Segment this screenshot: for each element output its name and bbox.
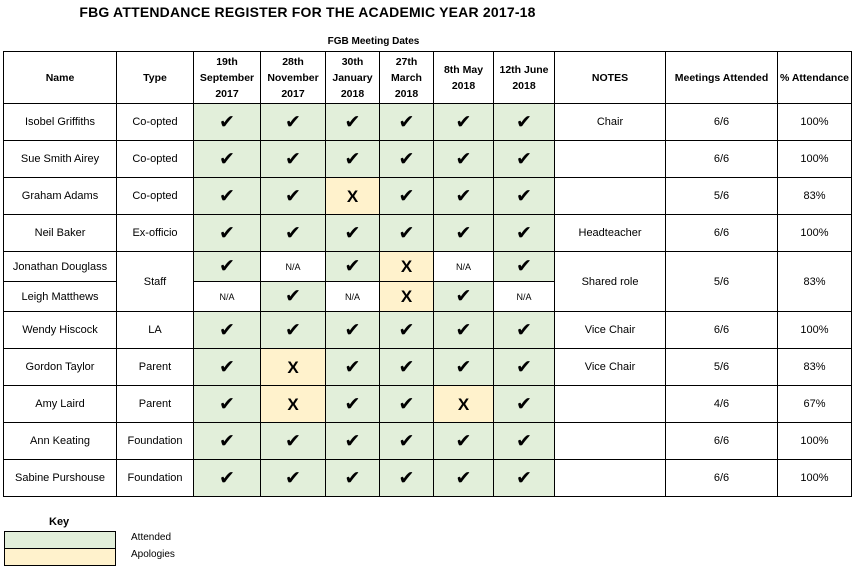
check-icon: ✔ <box>285 467 301 489</box>
attendance-cell <box>261 386 326 423</box>
attendance-cell <box>194 312 261 349</box>
meetings-attended-cell: 6/6 <box>666 423 778 460</box>
attendance-cell <box>494 104 555 141</box>
attendance-cell <box>434 282 494 312</box>
not-applicable-label: N/A <box>285 261 301 272</box>
check-icon: ✔ <box>398 356 415 378</box>
attendance-percent-cell: 100% <box>778 104 852 141</box>
table-row <box>4 252 852 282</box>
attendance-cell <box>494 423 555 460</box>
member-type: Foundation <box>117 460 194 497</box>
key-apologies-swatch <box>4 548 116 566</box>
check-icon: ✔ <box>398 111 415 133</box>
attendance-cell <box>380 252 434 282</box>
meetings-attended-cell: 6/6 <box>666 312 778 349</box>
attendance-cell <box>434 386 494 423</box>
not-applicable-label: N/A <box>344 291 360 302</box>
meetings-attended-cell: 5/6 <box>666 349 778 386</box>
member-type: Co-opted <box>117 178 194 215</box>
attendance-percent-cell: 83% <box>778 252 852 312</box>
member-name: Ann Keating <box>4 423 117 460</box>
member-type: Staff <box>117 252 194 312</box>
member-type: Foundation <box>117 423 194 460</box>
apologies-x-mark: X <box>287 394 299 414</box>
table-row <box>4 386 852 423</box>
header-date-6: 12th June 2018 <box>494 52 555 104</box>
check-icon: ✔ <box>219 222 235 244</box>
attendance-cell <box>380 386 434 423</box>
check-icon: ✔ <box>219 430 235 452</box>
attendance-cell <box>434 104 494 141</box>
member-name: Isobel Griffiths <box>4 104 117 141</box>
check-icon: ✔ <box>344 430 361 452</box>
check-icon: ✔ <box>398 467 415 489</box>
notes-cell: Headteacher <box>555 215 666 252</box>
attendance-percent-cell: 100% <box>778 460 852 497</box>
attendance-percent-cell: 100% <box>778 215 852 252</box>
header-date-5: 8th May 2018 <box>434 52 494 104</box>
attendance-cell <box>494 386 555 423</box>
check-icon: ✔ <box>455 430 472 452</box>
check-icon: ✔ <box>455 222 472 244</box>
attendance-cell <box>380 282 434 312</box>
attendance-percent-cell: 100% <box>778 141 852 178</box>
attendance-cell <box>194 104 261 141</box>
attendance-cell <box>261 178 326 215</box>
attendance-cell <box>434 312 494 349</box>
attendance-cell <box>261 423 326 460</box>
member-name: Gordon Taylor <box>4 349 117 386</box>
attendance-cell <box>326 312 380 349</box>
meetings-attended-cell: 6/6 <box>666 460 778 497</box>
header-date-1: 19th September 2017 <box>194 52 261 104</box>
check-icon: ✔ <box>516 393 532 415</box>
apologies-x-mark: X <box>287 357 299 377</box>
notes-cell <box>555 460 666 497</box>
member-type: Co-opted <box>117 141 194 178</box>
check-icon: ✔ <box>516 185 532 207</box>
attendance-percent-cell: 83% <box>778 178 852 215</box>
attendance-cell <box>194 349 261 386</box>
attendance-cell <box>434 252 494 282</box>
check-icon: ✔ <box>398 430 415 452</box>
not-applicable-label: N/A <box>219 291 235 302</box>
attendance-cell <box>326 349 380 386</box>
apologies-x-mark: X <box>457 394 470 414</box>
attendance-cell <box>326 282 380 312</box>
attendance-cell <box>261 349 326 386</box>
attendance-cell <box>494 252 555 282</box>
attendance-cell <box>380 349 434 386</box>
attendance-cell <box>434 141 494 178</box>
check-icon: ✔ <box>455 111 472 133</box>
check-icon: ✔ <box>285 430 301 452</box>
check-icon: ✔ <box>219 111 235 133</box>
attendance-cell <box>380 178 434 215</box>
check-icon: ✔ <box>219 148 235 170</box>
attendance-cell <box>326 252 380 282</box>
attendance-cell <box>434 460 494 497</box>
key-attended-swatch <box>4 531 116 549</box>
attendance-cell <box>380 215 434 252</box>
member-type: Parent <box>117 386 194 423</box>
attendance-cell <box>494 460 555 497</box>
check-icon: ✔ <box>516 356 532 378</box>
check-icon: ✔ <box>344 111 361 133</box>
attendance-cell <box>380 312 434 349</box>
attendance-cell <box>194 386 261 423</box>
attendance-percent-cell: 67% <box>778 386 852 423</box>
attendance-percent-cell: 100% <box>778 312 852 349</box>
meetings-attended-cell: 5/6 <box>666 178 778 215</box>
meetings-attended-cell: 4/6 <box>666 386 778 423</box>
header-row <box>4 52 852 104</box>
check-icon: ✔ <box>285 222 301 244</box>
attendance-cell <box>494 349 555 386</box>
member-type: Parent <box>117 349 194 386</box>
check-icon: ✔ <box>398 148 415 170</box>
check-icon: ✔ <box>285 148 301 170</box>
check-icon: ✔ <box>455 356 472 378</box>
check-icon: ✔ <box>344 467 361 489</box>
member-name: Neil Baker <box>4 215 117 252</box>
check-icon: ✔ <box>344 148 361 170</box>
check-icon: ✔ <box>398 222 415 244</box>
attendance-percent-cell: 100% <box>778 423 852 460</box>
attendance-cell <box>194 460 261 497</box>
member-name: Leigh Matthews <box>4 282 117 312</box>
member-name: Amy Laird <box>4 386 117 423</box>
notes-cell: Shared role <box>555 252 666 312</box>
check-icon: ✔ <box>219 393 235 415</box>
check-icon: ✔ <box>516 222 532 244</box>
attendance-cell <box>326 423 380 460</box>
check-icon: ✔ <box>285 286 301 307</box>
table-row <box>4 104 852 141</box>
member-name: Sue Smith Airey <box>4 141 117 178</box>
check-icon: ✔ <box>516 256 532 277</box>
check-icon: ✔ <box>516 430 532 452</box>
attendance-cell <box>434 349 494 386</box>
attendance-cell <box>194 423 261 460</box>
attendance-cell <box>326 104 380 141</box>
attendance-cell <box>326 178 380 215</box>
attendance-cell <box>494 141 555 178</box>
attendance-cell <box>326 141 380 178</box>
attendance-cell <box>261 460 326 497</box>
attendance-cell <box>494 282 555 312</box>
attendance-cell <box>194 282 261 312</box>
check-icon: ✔ <box>398 393 415 415</box>
check-icon: ✔ <box>219 467 235 489</box>
notes-cell: Chair <box>555 104 666 141</box>
attendance-cell <box>494 178 555 215</box>
notes-cell: Vice Chair <box>555 312 666 349</box>
check-icon: ✔ <box>344 356 361 378</box>
attendance-cell <box>261 312 326 349</box>
header-date-2: 28th November 2017 <box>261 52 326 104</box>
check-icon: ✔ <box>344 256 361 277</box>
member-name: Jonathan Douglass <box>4 252 117 282</box>
attendance-percent-cell: 83% <box>778 349 852 386</box>
check-icon: ✔ <box>219 185 235 207</box>
not-applicable-label: N/A <box>516 291 532 302</box>
header-meetings: Meetings Attended <box>666 52 778 104</box>
not-applicable-label: N/A <box>455 261 471 272</box>
attendance-cell <box>380 104 434 141</box>
header-date-3: 30th January 2018 <box>326 52 380 104</box>
check-icon: ✔ <box>219 256 235 277</box>
meetings-attended-cell: 6/6 <box>666 141 778 178</box>
key-apologies-label: Apologies <box>131 549 175 560</box>
check-icon: ✔ <box>344 319 361 341</box>
member-name: Sabine Purshouse <box>4 460 117 497</box>
attendance-cell <box>380 460 434 497</box>
check-icon: ✔ <box>516 319 532 341</box>
check-icon: ✔ <box>455 319 472 341</box>
check-icon: ✔ <box>516 467 532 489</box>
check-icon: ✔ <box>219 319 235 341</box>
key-attended-label: Attended <box>131 532 172 543</box>
member-type: Co-opted <box>117 104 194 141</box>
attendance-cell <box>434 178 494 215</box>
check-icon: ✔ <box>344 393 361 415</box>
attendance-cell <box>261 104 326 141</box>
table-row <box>4 215 852 252</box>
notes-cell <box>555 386 666 423</box>
member-type: Ex-officio <box>117 215 194 252</box>
attendance-cell <box>434 423 494 460</box>
meetings-attended-cell: 6/6 <box>666 104 778 141</box>
attendance-cell <box>194 141 261 178</box>
attendance-cell <box>261 282 326 312</box>
attendance-cell <box>434 215 494 252</box>
header-name: Name <box>4 52 117 104</box>
attendance-cell <box>194 178 261 215</box>
table-row <box>4 349 852 386</box>
table-row <box>4 312 852 349</box>
attendance-cell <box>326 386 380 423</box>
meetings-attended-cell: 5/6 <box>666 252 778 312</box>
attendance-cell <box>380 423 434 460</box>
attendance-cell <box>261 252 326 282</box>
check-icon: ✔ <box>285 185 301 207</box>
apologies-x-mark: X <box>400 257 413 276</box>
notes-cell: Vice Chair <box>555 349 666 386</box>
attendance-cell <box>494 215 555 252</box>
apologies-x-mark: X <box>400 287 413 306</box>
notes-cell <box>555 178 666 215</box>
attendance-cell <box>261 215 326 252</box>
meetings-attended-cell: 6/6 <box>666 215 778 252</box>
check-icon: ✔ <box>398 319 415 341</box>
key-title: Key <box>49 516 70 528</box>
page-title: FBG ATTENDANCE REGISTER FOR THE ACADEMIC YEAR 2017-18 <box>79 4 536 20</box>
header-date-4: 27th March 2018 <box>380 52 434 104</box>
check-icon: ✔ <box>219 356 235 378</box>
check-icon: ✔ <box>398 185 415 207</box>
header-type: Type <box>117 52 194 104</box>
attendance-table <box>3 51 852 497</box>
attendance-cell <box>194 252 261 282</box>
member-name: Wendy Hiscock <box>4 312 117 349</box>
notes-cell <box>555 141 666 178</box>
notes-cell <box>555 423 666 460</box>
check-icon: ✔ <box>455 185 472 207</box>
attendance-cell <box>194 215 261 252</box>
member-type: LA <box>117 312 194 349</box>
header-percent: % Attendance <box>778 52 852 104</box>
check-icon: ✔ <box>516 148 532 170</box>
header-notes: NOTES <box>555 52 666 104</box>
attendance-cell <box>494 312 555 349</box>
table-row <box>4 423 852 460</box>
check-icon: ✔ <box>344 222 361 244</box>
attendance-cell <box>380 141 434 178</box>
check-icon: ✔ <box>455 286 472 307</box>
check-icon: ✔ <box>285 111 301 133</box>
table-row <box>4 178 852 215</box>
attendance-cell <box>261 141 326 178</box>
attendance-cell <box>326 215 380 252</box>
apologies-x-mark: X <box>346 186 359 206</box>
table-row <box>4 141 852 178</box>
check-icon: ✔ <box>516 111 532 133</box>
check-icon: ✔ <box>455 467 472 489</box>
check-icon: ✔ <box>455 148 472 170</box>
table-row <box>4 460 852 497</box>
meeting-dates-heading: FGB Meeting Dates <box>327 36 420 47</box>
check-icon: ✔ <box>285 319 301 341</box>
member-name: Graham Adams <box>4 178 117 215</box>
attendance-cell <box>326 460 380 497</box>
